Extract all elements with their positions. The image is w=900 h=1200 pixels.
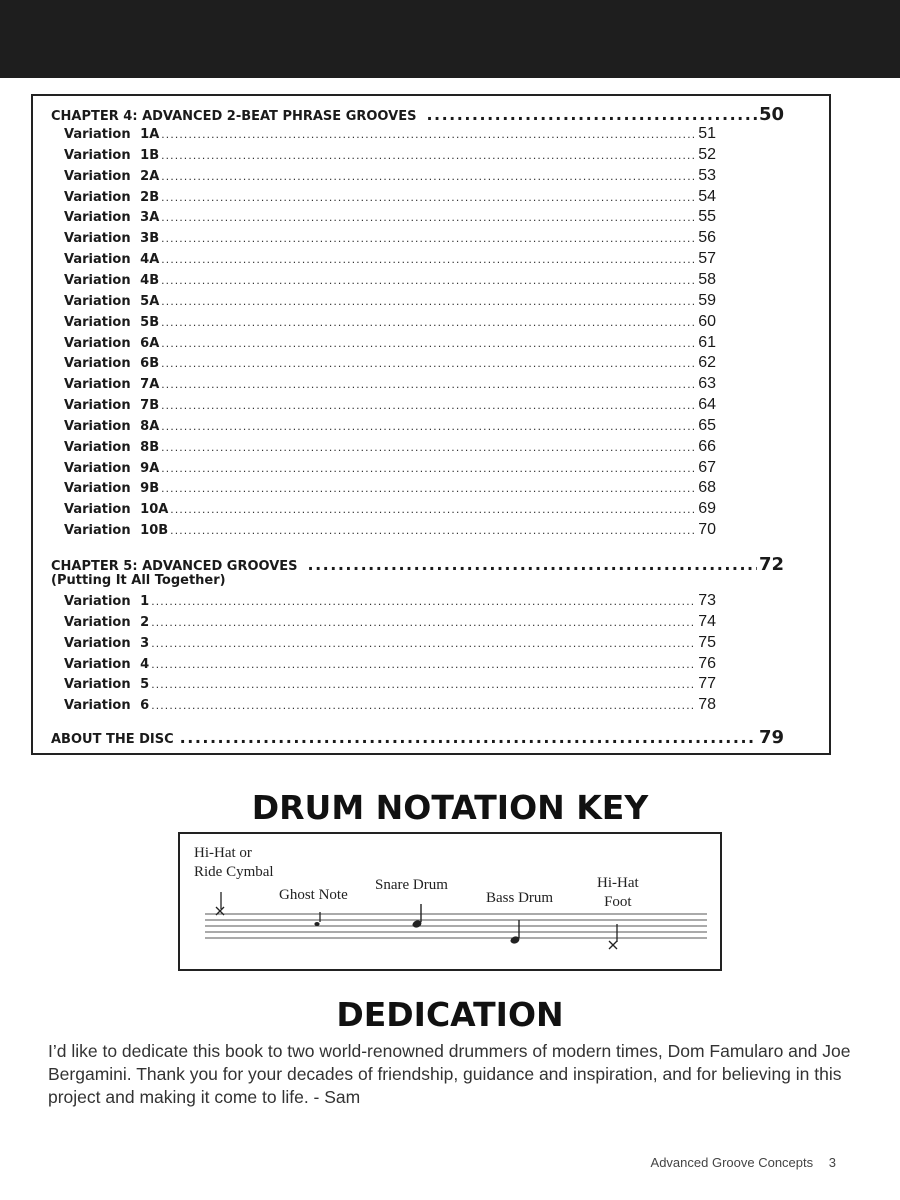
snare-drum-label: Snare Drum bbox=[375, 877, 448, 893]
toc-entry[interactable] bbox=[64, 396, 716, 414]
top-bar bbox=[0, 0, 900, 78]
dot-leader bbox=[161, 356, 696, 370]
toc-entry[interactable] bbox=[64, 146, 716, 164]
dot-leader bbox=[170, 502, 696, 516]
toc-chapter-4[interactable] bbox=[51, 104, 784, 125]
dot-leader bbox=[161, 273, 696, 287]
entry-page-number: 64 bbox=[698, 396, 716, 414]
dot-leader bbox=[161, 377, 696, 391]
entry-page-number: 60 bbox=[698, 312, 716, 330]
toc-entry[interactable] bbox=[64, 479, 716, 497]
entry-label: Variation 2A bbox=[64, 168, 160, 184]
dot-leader bbox=[161, 231, 696, 245]
entry-label: Variation 7B bbox=[64, 398, 160, 414]
page-number: 79 bbox=[758, 727, 784, 748]
dot-leader bbox=[161, 461, 696, 475]
dot-leader bbox=[161, 419, 696, 433]
entry-page-number: 51 bbox=[698, 125, 716, 142]
toc-entry[interactable] bbox=[64, 229, 716, 247]
entry-page-number: 61 bbox=[698, 333, 716, 351]
entry-page-number: 54 bbox=[698, 187, 716, 205]
entry-page-number: 58 bbox=[698, 270, 716, 288]
entry-label: Variation 1 bbox=[64, 594, 150, 609]
entry-label: Variation 10B bbox=[64, 523, 169, 539]
page-footer bbox=[651, 1155, 836, 1170]
notation-key-heading: DRUM NOTATION KEY bbox=[251, 788, 649, 827]
toc-entry[interactable] bbox=[64, 313, 716, 331]
dot-leader bbox=[161, 148, 696, 162]
entry-label: Variation 1A bbox=[64, 127, 160, 142]
entry-label: Variation 9A bbox=[64, 460, 160, 476]
dot-leader bbox=[161, 398, 696, 412]
chapter-title: CHAPTER 4: ADVANCED 2-BEAT PHRASE GROOVES bbox=[51, 109, 417, 124]
entry-label: Variation 9B bbox=[64, 481, 160, 497]
dot-leader bbox=[161, 127, 696, 141]
toc-entry[interactable] bbox=[64, 459, 716, 477]
entry-label: Variation 10A bbox=[64, 502, 169, 518]
entry-page-number: 74 bbox=[698, 612, 716, 630]
entry-page-number: 78 bbox=[698, 696, 716, 714]
entry-label: Variation 1B bbox=[64, 147, 160, 163]
toc-entry[interactable] bbox=[64, 438, 716, 456]
entry-label: Variation 5A bbox=[64, 293, 160, 309]
entry-label: Variation 7A bbox=[64, 377, 160, 393]
entry-page-number: 56 bbox=[698, 229, 716, 247]
entry-page-number: 67 bbox=[698, 458, 716, 476]
toc-entry[interactable] bbox=[64, 675, 716, 693]
dot-leader bbox=[161, 336, 696, 350]
dot-leader bbox=[161, 190, 696, 204]
entry-page-number: 59 bbox=[698, 291, 716, 309]
toc-entry[interactable] bbox=[64, 696, 716, 714]
toc-entry[interactable] bbox=[64, 250, 716, 268]
toc-entry[interactable] bbox=[64, 334, 716, 352]
entry-label: Variation 4 bbox=[64, 656, 150, 672]
entry-label: Variation 2 bbox=[64, 614, 150, 630]
entry-page-number: 76 bbox=[698, 654, 716, 672]
hihat-foot-note-icon bbox=[609, 924, 617, 949]
toc-entry[interactable] bbox=[64, 208, 716, 226]
dot-leader bbox=[308, 555, 757, 574]
entry-label: Variation 4A bbox=[64, 252, 160, 268]
toc-about-disc[interactable] bbox=[51, 727, 784, 748]
entry-page-number: 65 bbox=[698, 416, 716, 434]
dot-leader bbox=[151, 657, 696, 671]
dot-leader bbox=[151, 677, 696, 691]
page-number: 50 bbox=[758, 104, 784, 125]
entry-label: Variation 2B bbox=[64, 189, 160, 205]
dot-leader bbox=[161, 440, 696, 454]
dot-leader bbox=[161, 252, 696, 266]
entry-label: Variation 6B bbox=[64, 356, 160, 372]
toc-entry[interactable] bbox=[64, 354, 716, 372]
dot-leader bbox=[180, 728, 757, 747]
entry-page-number: 62 bbox=[698, 354, 716, 372]
dedication-text: I’d like to dedicate this book to two world-renowned drummers of modern times, Dom Famularo and Joe Bergamini. Thank you for your decades of friendship, guidance and inspiration, and for believing in this project and making it come to life. - Sam bbox=[48, 1041, 851, 1107]
toc-entry[interactable] bbox=[64, 375, 716, 393]
dot-leader bbox=[161, 169, 696, 183]
dot-leader bbox=[151, 615, 696, 629]
toc-entry[interactable] bbox=[64, 613, 716, 631]
entry-label: Variation 6 bbox=[64, 698, 150, 714]
hihat-foot-label: Hi-Hat Foot bbox=[597, 875, 639, 910]
entry-label: Variation 6A bbox=[64, 335, 160, 351]
entry-page-number: 75 bbox=[698, 633, 716, 651]
bass-drum-label: Bass Drum bbox=[486, 890, 554, 906]
dedication-heading: DEDICATION bbox=[336, 995, 564, 1034]
dot-leader bbox=[151, 636, 696, 650]
entry-label: Variation 3B bbox=[64, 231, 160, 247]
hihat-label: Hi-Hat or Ride Cymbal bbox=[194, 845, 274, 880]
entry-page-number: 55 bbox=[698, 208, 716, 226]
page-number: 3 bbox=[828, 1155, 836, 1170]
dot-leader bbox=[170, 523, 696, 537]
toc-entry[interactable] bbox=[64, 271, 716, 289]
toc-entry[interactable] bbox=[64, 521, 716, 539]
entry-label: Variation 3 bbox=[64, 635, 150, 651]
entry-page-number: 57 bbox=[698, 250, 716, 268]
entry-label: Variation 8A bbox=[64, 418, 160, 434]
dot-leader bbox=[151, 594, 696, 608]
entry-page-number: 73 bbox=[698, 592, 716, 609]
entry-label: Variation 5 bbox=[64, 677, 150, 693]
dot-leader bbox=[161, 210, 696, 224]
toc-chapter-5[interactable] bbox=[51, 554, 784, 575]
about-title: ABOUT THE DISC bbox=[51, 732, 174, 747]
dot-leader bbox=[161, 481, 696, 495]
toc-entry[interactable] bbox=[64, 417, 716, 435]
toc-entry[interactable] bbox=[64, 500, 716, 518]
dot-leader bbox=[426, 105, 757, 124]
toc-entry[interactable] bbox=[64, 592, 716, 610]
toc-entry[interactable] bbox=[64, 125, 716, 143]
entry-label: Variation 8B bbox=[64, 439, 160, 455]
entry-label: Variation 5B bbox=[64, 314, 160, 330]
entry-page-number: 52 bbox=[698, 145, 716, 163]
dot-leader bbox=[161, 315, 696, 329]
staff-lines bbox=[205, 914, 707, 938]
snare-drum-note-icon bbox=[412, 904, 423, 929]
notation-key-box bbox=[178, 832, 722, 971]
entry-page-number: 66 bbox=[698, 437, 716, 455]
entry-page-number: 70 bbox=[698, 521, 716, 539]
toc-entry[interactable] bbox=[64, 634, 716, 652]
dot-leader bbox=[161, 294, 696, 308]
entry-label: Variation 4B bbox=[64, 272, 160, 288]
dot-leader bbox=[151, 698, 696, 712]
toc-entry[interactable] bbox=[64, 292, 716, 310]
entry-page-number: 77 bbox=[698, 675, 716, 693]
ghost-note-label: Ghost Note bbox=[279, 887, 348, 903]
entry-page-number: 53 bbox=[698, 166, 716, 184]
entry-label: Variation 3A bbox=[64, 210, 160, 226]
entry-page-number: 69 bbox=[698, 500, 716, 518]
book-title: Advanced Groove Concepts bbox=[650, 1155, 814, 1170]
chapter-title: CHAPTER 5: ADVANCED GROOVES bbox=[51, 559, 298, 574]
notation-staff bbox=[180, 834, 720, 969]
entry-page-number: 63 bbox=[698, 375, 716, 393]
toc-entry[interactable] bbox=[64, 655, 716, 673]
table-of-contents bbox=[31, 94, 831, 755]
hihat-note-icon bbox=[216, 892, 224, 915]
toc-entry[interactable] bbox=[64, 167, 716, 185]
entry-page-number: 68 bbox=[698, 479, 716, 497]
toc-entry[interactable] bbox=[64, 188, 716, 206]
chapter-subtitle: (Putting It All Together) bbox=[51, 573, 226, 588]
page-number: 72 bbox=[758, 554, 784, 575]
